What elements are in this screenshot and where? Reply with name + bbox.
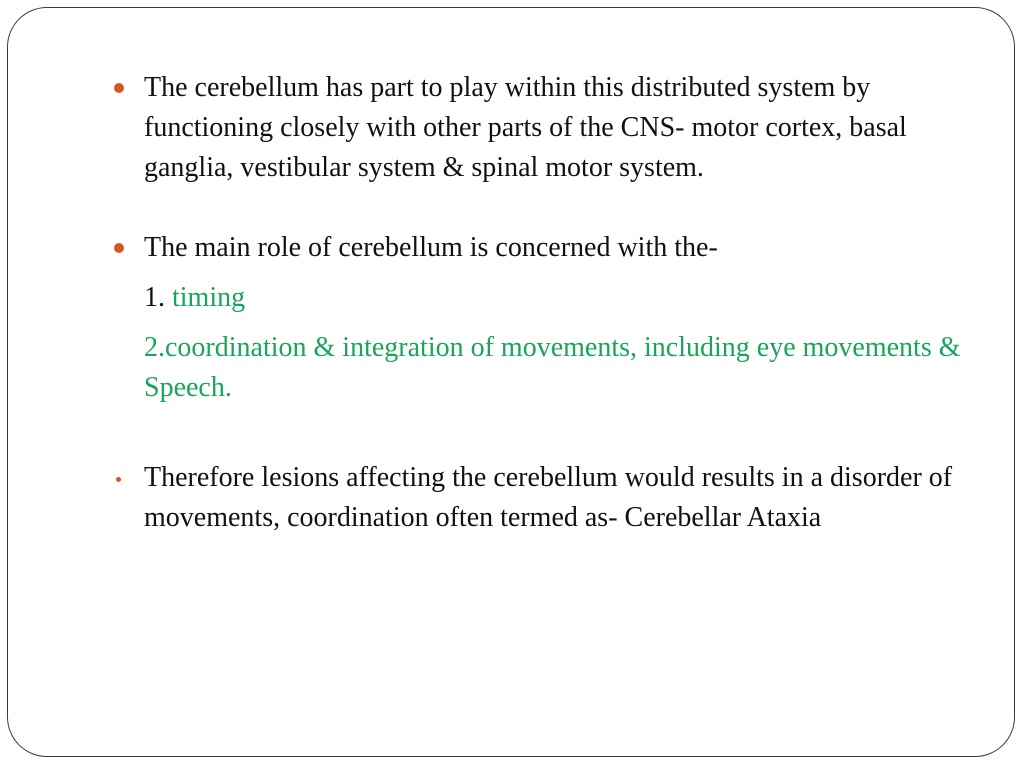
role-item-coordination <box>110 328 970 408</box>
role-item-timing <box>110 278 970 318</box>
bullet-dot-icon <box>116 477 121 482</box>
role-item-text: timing <box>172 282 246 313</box>
slide-content <box>110 68 970 538</box>
role-item-number: 1. <box>144 282 165 313</box>
bullet-dot-icon <box>114 243 124 253</box>
bullet-text: Therefore lesions affecting the cerebellum would results in a disorder of movements, coordination often termed as- Cerebellar Ataxia <box>144 462 953 533</box>
role-item-text: coordination & integration of movements, including eye movements & Speech. <box>144 332 961 403</box>
bullet-text: The main role of cerebellum is concerned with the- <box>144 232 718 263</box>
role-item-number: 2. <box>144 332 165 363</box>
bullet-text: The cerebellum has part to play within this distributed system by functioning closely with other parts of the CNS- motor cortex, basal ganglia, vestibular system & spinal motor system. <box>144 72 907 183</box>
bullet-dot-icon <box>114 83 124 93</box>
bullet-main-role <box>110 228 970 268</box>
bullet-lesions <box>110 458 970 538</box>
bullet-cerebellum-system <box>110 68 970 188</box>
